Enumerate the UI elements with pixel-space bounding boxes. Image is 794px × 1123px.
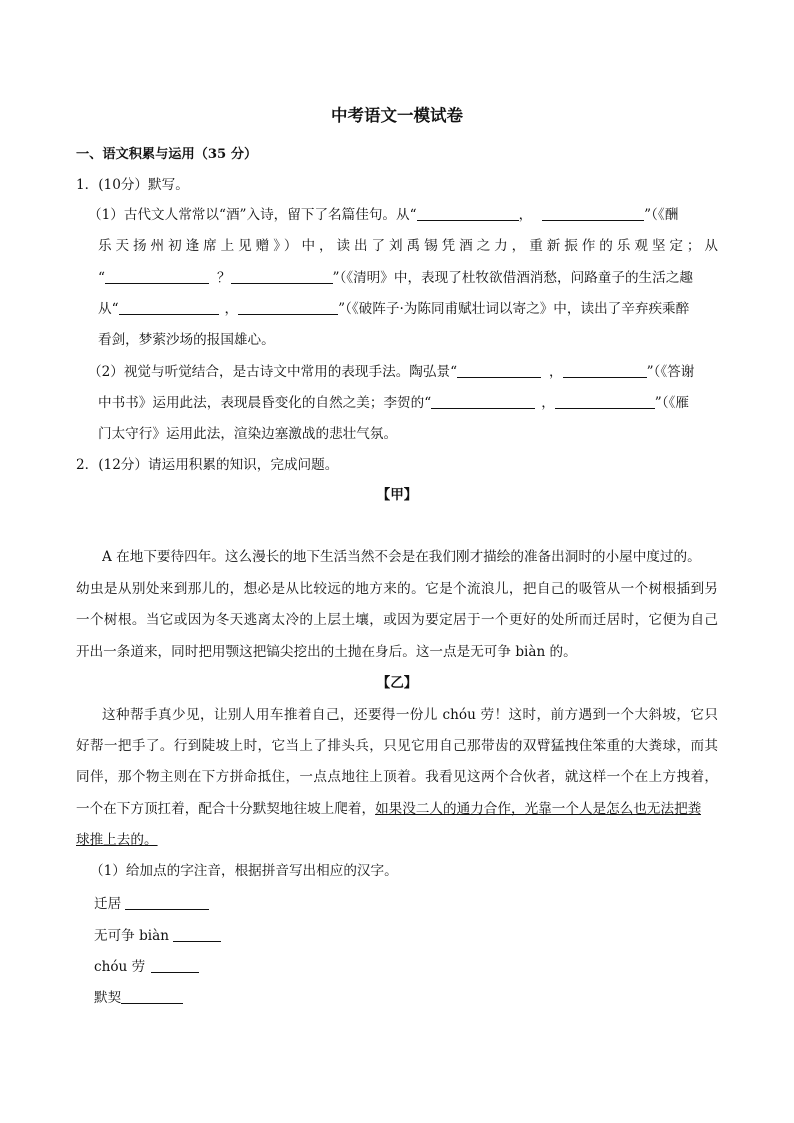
- answer-item-label: chóu 劳: [94, 959, 146, 975]
- q2-header: 2．(12分）请运用积累的知识，完成问题。: [76, 457, 339, 473]
- q1-header: 1．(10分）默写。: [76, 177, 189, 193]
- answer-blank[interactable]: [417, 206, 519, 221]
- q1-text: ”（《酬: [644, 207, 679, 223]
- answer-item: [94, 894, 209, 914]
- jia-paragraph-line: 一个树根。当它或因为冬天逃离太冷的上层土壤，或因为要定居于一个更好的处所而迁居时，它便为自己: [76, 612, 718, 628]
- q1-text: ”（《破阵子·为陈同甫赋壮词以寄之》中，读出了辛弃疾乘醉: [338, 301, 690, 317]
- q1-part2-line1: [88, 362, 694, 382]
- q1-part2-line3: 门太守行》运用此法，渲染边塞激战的悲壮气氛。: [98, 426, 398, 442]
- answer-item-label: 无可争 biàn: [94, 928, 170, 944]
- q1-part1-line1: [88, 205, 678, 225]
- yi-paragraph-line: [76, 799, 701, 819]
- q1-text: （2）视觉与听觉结合，是古诗文中常用的表现手法。陶弘景“: [88, 364, 458, 380]
- answer-item: [94, 926, 221, 946]
- yi-paragraph-line: [76, 830, 158, 850]
- answer-blank[interactable]: [151, 958, 199, 973]
- yi-paragraph-line: 这种帮手真少见，让别人用车推着自己，还要得一份儿 chóu 劳！这时，前方遇到一个大斜坡，它只: [102, 707, 718, 723]
- q2-sub1: （1）给加点的字注音，根据拼音写出相应的汉字。: [90, 863, 398, 879]
- answer-item: [94, 957, 199, 977]
- answer-blank[interactable]: [563, 363, 647, 378]
- q1-text: 从“: [98, 301, 119, 317]
- underlined-sentence: 球推上去的。: [76, 832, 158, 848]
- q1-text: 中书书》运用此法，表现晨昏变化的自然之美；李贺的“: [98, 395, 432, 411]
- answer-blank[interactable]: [431, 394, 535, 409]
- q1-text: ”（《雁: [654, 395, 689, 411]
- jia-label: 【甲】: [376, 487, 418, 503]
- q1-part2-line2: [98, 393, 689, 413]
- answer-blank[interactable]: [173, 927, 221, 942]
- jia-paragraph-line: A 在地下要待四年。这么漫长的地下生活当然不会是在我们刚才描绘的准备出洞时的小屋中度过的。: [102, 549, 701, 565]
- underlined-sentence: 如果没二人的通力合作，光靠一个人是怎么也无法把粪: [375, 801, 702, 817]
- section-heading: 一、语文积累与运用（35 分）: [76, 147, 258, 162]
- q1-text: ，: [518, 207, 533, 223]
- q1-part1-line4: [98, 299, 689, 319]
- q1-part1-line2: 乐天扬州初逢席上见赠》）中，读出了刘禹锡凭酒之力，重新振作的乐观坚定；从: [98, 238, 718, 254]
- jia-paragraph-line: 幼虫是从别处来到那儿的，想必是从比较远的地方来的。它是个流浪儿，把自己的吸管从一个树根插到另: [76, 581, 718, 597]
- answer-blank[interactable]: [105, 269, 209, 284]
- yi-text: 一个在下方顶扛着，配合十分默契地往坡上爬着，: [76, 801, 376, 817]
- answer-blank[interactable]: [119, 300, 219, 315]
- answer-blank[interactable]: [231, 269, 333, 284]
- answer-item-label: 迁居: [94, 896, 122, 912]
- answer-blank[interactable]: [457, 363, 541, 378]
- answer-blank[interactable]: [125, 895, 209, 910]
- yi-label: 【乙】: [376, 675, 418, 691]
- q1-text: ，: [224, 301, 239, 317]
- q1-text: ，: [541, 395, 555, 411]
- answer-blank[interactable]: [121, 989, 183, 1004]
- q1-text: ”（《答谢: [646, 364, 695, 380]
- answer-blank[interactable]: [238, 300, 338, 315]
- answer-item-label: 默契: [94, 990, 122, 1006]
- answer-blank[interactable]: [542, 206, 644, 221]
- answer-blank[interactable]: [555, 394, 655, 409]
- answer-item: [94, 988, 183, 1008]
- page-title: 中考语文一模试卷: [331, 106, 463, 125]
- q1-text: （1）古代文人常常以“酒”入诗，留下了名篇佳句。从“: [88, 207, 417, 223]
- q1-text: “: [98, 270, 105, 286]
- q1-text: ，: [549, 364, 563, 380]
- jia-paragraph-line: 开出一条道来，同时把用颚这把镐尖挖出的土抛在身后。这一点是无可争 biàn 的。: [76, 644, 577, 660]
- q1-text: ”（《清明》中，表现了杜牧欲借酒消愁，问路童子的生活之趣: [332, 270, 693, 286]
- q1-text: ？: [216, 270, 231, 286]
- q1-part1-line3: [98, 268, 693, 288]
- yi-paragraph-line: 同伴，那个物主则在下方拼命抵住，一点点地往上顶着。我看见这两个合伙者，就这样一个在上方拽着，: [76, 769, 718, 785]
- q1-part1-line5: 看剑，梦萦沙场的报国雄心。: [98, 332, 275, 348]
- yi-paragraph-line: 好帮一把手了。行到陡坡上时，它当上了排头兵，只见它用自己那带齿的双臂猛拽住笨重的大粪球，而其: [76, 738, 718, 754]
